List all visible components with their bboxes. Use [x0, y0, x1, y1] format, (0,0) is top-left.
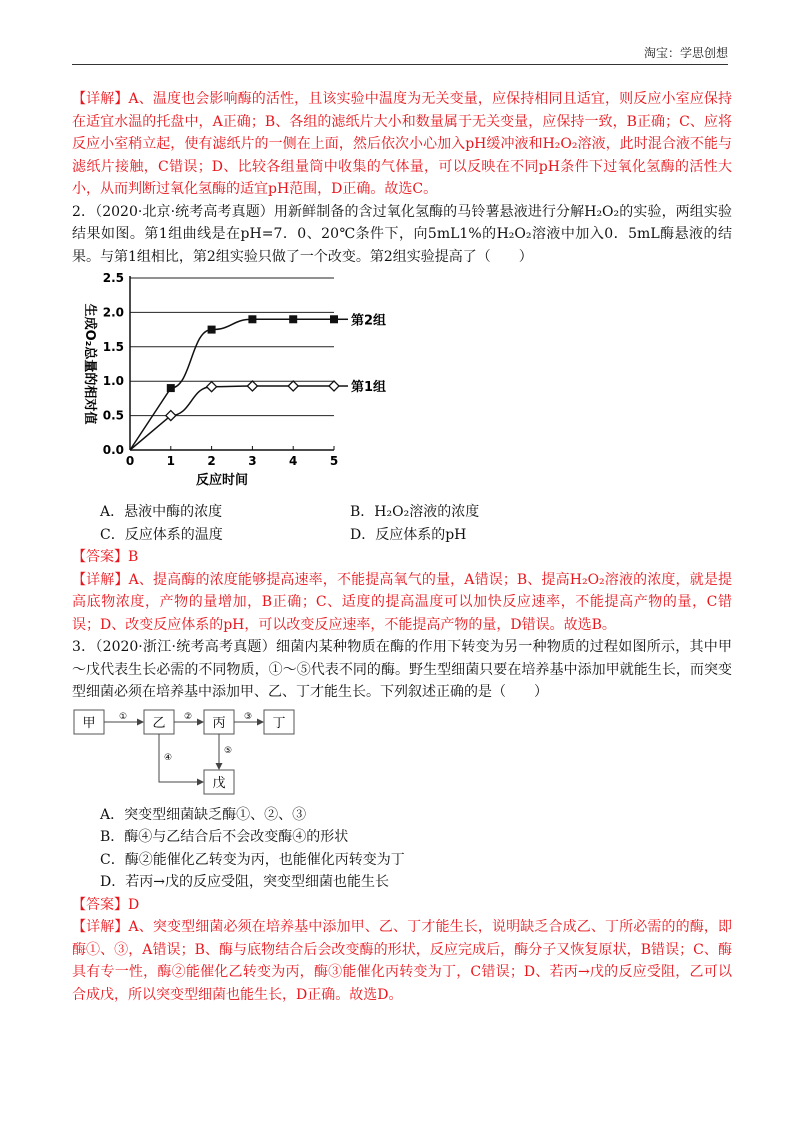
chart-series: [130, 315, 348, 450]
node-wu: 戊: [212, 775, 226, 791]
q3-option-d: D．若丙→戊的反应受阻，突变型细菌也能生长: [100, 874, 389, 890]
q3-diagram: [72, 708, 732, 804]
q2-chart: [72, 272, 732, 501]
y-tick-label: 2.0: [102, 305, 124, 320]
node-bing: 丙: [212, 715, 226, 731]
x-tick-label: 5: [329, 454, 339, 468]
data-point: [167, 384, 175, 392]
line-chart: [72, 272, 402, 497]
q2-explanation: [72, 569, 732, 637]
q1-explain-tag: 【详解】: [72, 91, 129, 107]
x-tick-label: 3: [248, 454, 257, 468]
node-yi: 乙: [152, 715, 166, 731]
y-tick-label: 1.0: [102, 374, 124, 389]
q2-option-d: D．反应体系的pH: [350, 526, 467, 543]
pathway-diagram: [72, 708, 312, 800]
q3-option-a: A．突变型细菌缺乏酶①、②、③: [100, 806, 307, 823]
header-brand: 淘宝：学思创想: [643, 46, 728, 60]
series-line: [130, 319, 334, 450]
q2-stem: 2．（2020·北京·统考高考真题）用新鲜制备的含过氧化氢酶的马铃薯悬液进行分解H₂O₂的实验，两组实验结果如图。第1组曲线是在pH=7．0、20℃条件下，向5mL1%的H₂O₂溶液中加入0．5mL酶悬液的结果。与第1组相比，第2组实验只做了一个改变。第2组实验提高了（ ）: [72, 203, 732, 265]
q3-explanation: [72, 916, 732, 1006]
node-jia: 甲: [82, 715, 96, 731]
data-point: [289, 315, 297, 323]
data-point: [288, 381, 298, 391]
series-label: 第1组: [351, 380, 387, 396]
data-point: [330, 315, 338, 323]
node-ding: 丁: [272, 715, 286, 731]
q2-options-row1: [72, 501, 732, 524]
y-tick-label: 0.5: [102, 408, 124, 423]
y-tick-label: 0.0: [102, 443, 124, 457]
x-tick-label: 2: [207, 454, 216, 468]
data-point: [207, 382, 217, 392]
enzyme-4: ④: [163, 752, 173, 763]
y-tick-label: 2.5: [102, 272, 124, 285]
q3-option-c: C．酶②能催化乙转变为丙，也能催化丙转变为丁: [100, 851, 405, 868]
page-header: [72, 44, 728, 65]
q3-answer: 【答案】D: [72, 896, 140, 913]
y-tick-label: 1.5: [102, 339, 124, 354]
series-line: [130, 386, 334, 450]
q1-explain-text: A、温度也会影响酶的活性，且该实验中温度为无关变量，应保持相同且适宜，则反应小室应保持在适宜水温的托盘中，A正确；B、各组的滤纸片大小和数量属于无关变量，应保持一致，B正确；C、应将反应小室稍立起，使有滤纸片的一侧在上面，然后依次小心加入pH缓冲液和H₂O₂溶液，此时混合液不能与滤纸片接触，C错误；D、比较各组量筒中收集的气体量，可以反映在不同pH条件下过氧化氢酶的活性大小，从而判断过氧化氢酶的适宜pH范围，D正确。故选C。: [72, 91, 733, 197]
q3-stem: 3．（2020·浙江·统考高考真题）细菌内某种物质在酶的作用下转变为另一种物质的过程如图所示，其中甲～戊代表生长必需的不同物质，①～⑤代表不同的酶。野生型细菌只要在培养基中添加甲就能生长，而突变型细菌必须在培养基中添加甲、乙、丁才能生长。下列叙述正确的是（ ）: [72, 639, 732, 700]
chart-labels: [82, 272, 386, 488]
q2-answer: 【答案】B: [72, 549, 139, 565]
x-axis-title: 反应时间: [195, 473, 249, 488]
data-point: [247, 381, 257, 391]
chart-grid: [130, 278, 334, 416]
q2-option-a: A．悬液中酶的浓度: [100, 504, 223, 520]
q1-explanation: [72, 88, 732, 201]
x-tick-label: 1: [166, 454, 175, 468]
enzyme-2: ②: [183, 711, 193, 722]
enzyme-3: ③: [243, 711, 253, 722]
q2-option-b: B．H₂O₂溶液的浓度: [350, 504, 480, 520]
q3-option-b: B．酶④与乙结合后不会改变酶④的形状: [100, 829, 349, 845]
x-tick-label: 0: [125, 454, 135, 468]
x-tick-label: 4: [289, 454, 298, 468]
q2-explain-tag: 【详解】: [72, 571, 129, 588]
data-point: [329, 381, 339, 391]
enzyme-5: ⑤: [223, 745, 233, 756]
page-content: [72, 88, 732, 1006]
enzyme-1: ①: [118, 711, 128, 722]
q2-options-row2: [72, 524, 732, 547]
data-point: [248, 315, 256, 323]
series-label: 第2组: [351, 313, 387, 329]
q2-explain-text: A、提高酶的浓度能够提高速率，不能提高氧气的量，A错误；B、提高H₂O₂溶液的浓度，就是提高底物浓度，产物的量增加，B正确；C、适度的提高温度可以加快反应速率，不能提高产物的量，C错误；D、改变反应体系的pH，可以改变反应速率，不能提高产物的量，D错误。故选B。: [72, 571, 733, 633]
data-point: [208, 326, 216, 334]
q3-explain-tag: 【详解】: [72, 919, 129, 935]
q2-option-c: C．反应体系的温度: [100, 526, 223, 543]
y-axis-title: 生成O₂总量的相对值: [82, 303, 97, 425]
q3-explain-text: A、突变型细菌必须在培养基中添加甲、乙、丁才能生长，说明缺乏合成乙、丁所必需的的酶，即酶①、③，A错误；B、酶与底物结合后会改变酶的形状，反应完成后，酶分子又恢复原状，B错误；C、酶具有专一性，酶②能催化乙转变为丙，酶③能催化丙转变为丁，C错误；D、若丙→戊的反应受阻，乙可以合成戊，所以突变型细菌也能生长，D正确。故选D。: [72, 919, 733, 1003]
